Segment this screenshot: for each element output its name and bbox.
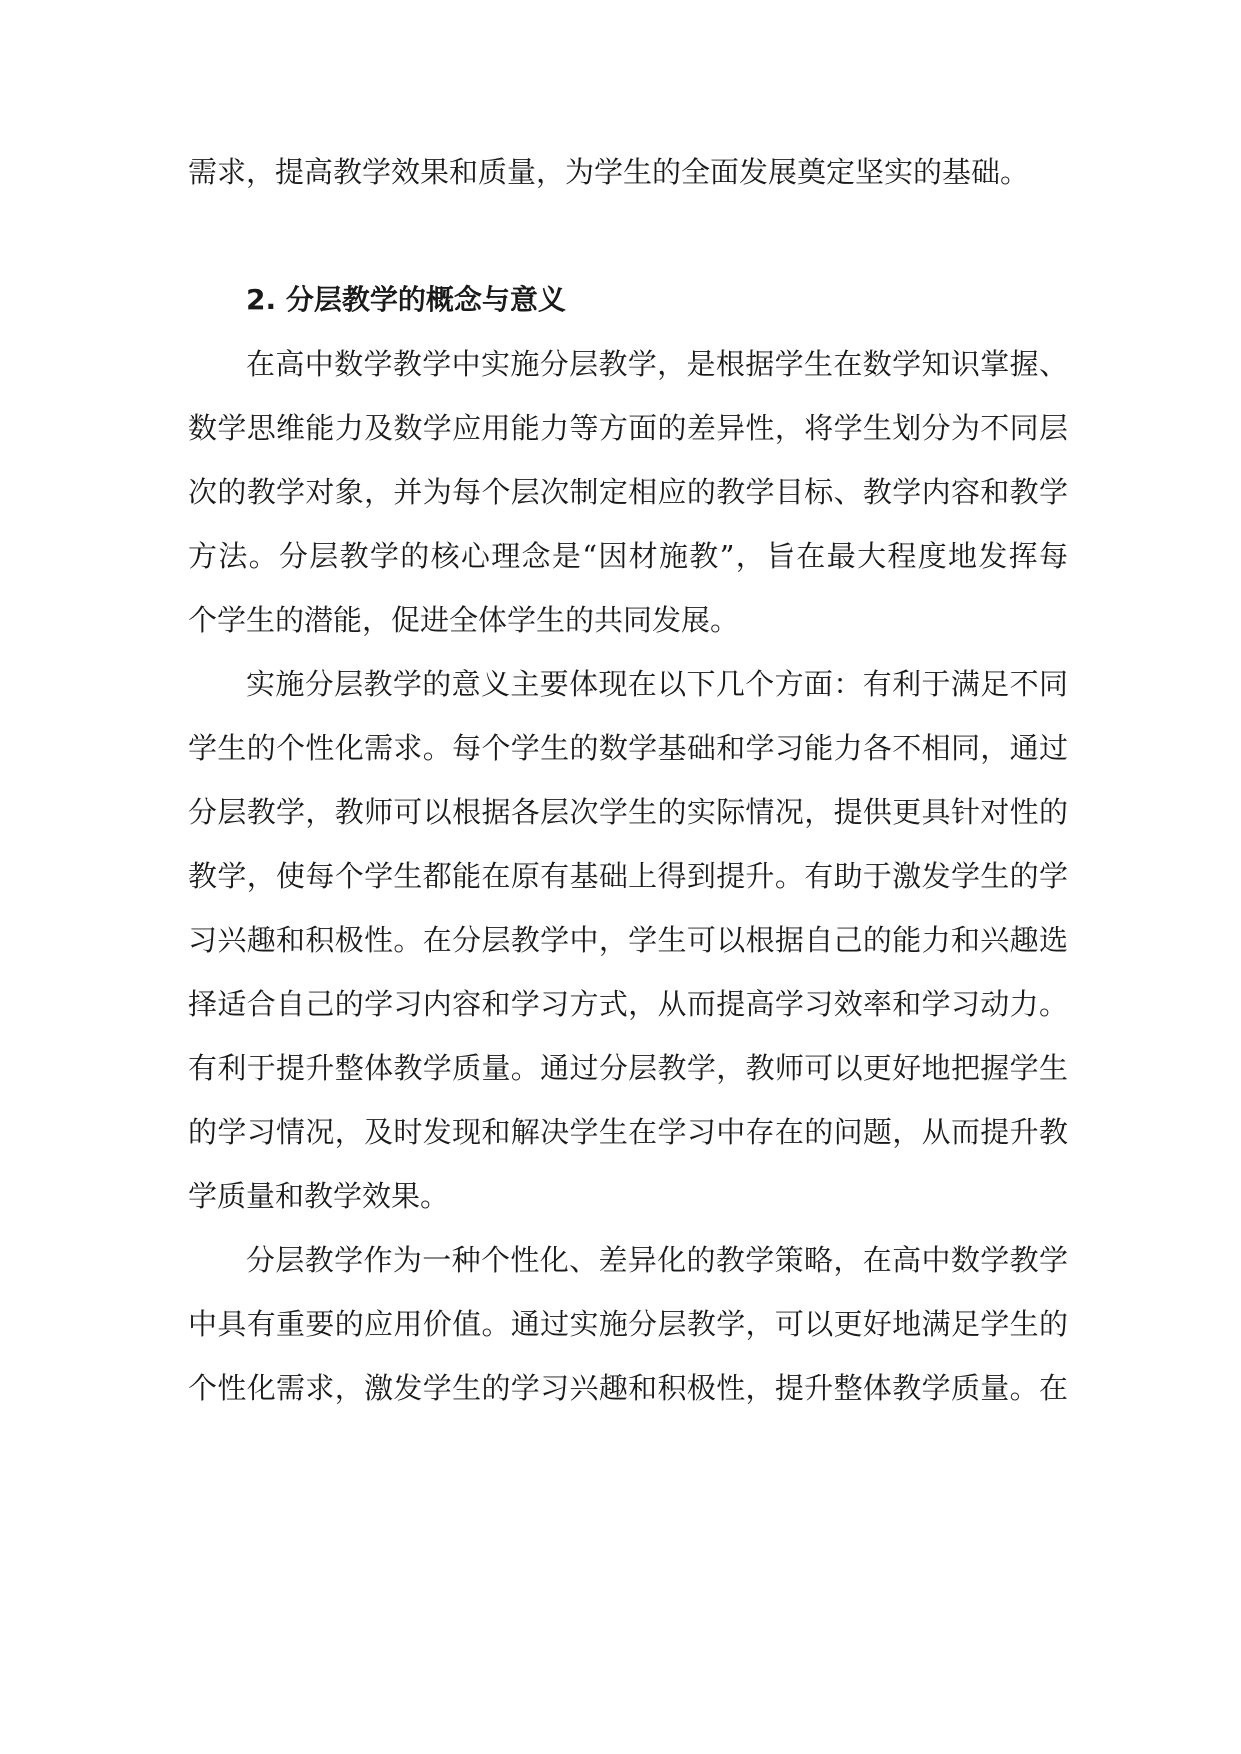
paragraph-line: 学质量和教学效果。 bbox=[188, 1179, 450, 1213]
paragraph-line: 个性化需求，激发学生的学习兴趣和积极性，提升整体教学质量。在 bbox=[188, 1371, 1068, 1405]
paragraph-line: 教学，使每个学生都能在原有基础上得到提升。有助于激发学生的学 bbox=[188, 859, 1068, 893]
paragraph-line: 分层教学，教师可以根据各层次学生的实际情况，提供更具针对性的 bbox=[188, 795, 1068, 829]
paragraph-line: 中具有重要的应用价值。通过实施分层教学，可以更好地满足学生的 bbox=[188, 1307, 1068, 1341]
document-body bbox=[188, 140, 1068, 1420]
paragraph-line: 个学生的潜能，促进全体学生的共同发展。 bbox=[188, 603, 740, 637]
paragraph-line: 分层教学作为一种个性化、差异化的教学策略，在高中数学教学 bbox=[246, 1243, 1068, 1277]
paragraph-summary bbox=[188, 1228, 1068, 1420]
paragraph-concept bbox=[188, 332, 1068, 652]
paragraph-line: 实施分层教学的意义主要体现在以下几个方面：有利于满足不同 bbox=[246, 667, 1068, 701]
section-heading: 2. 分层教学的概念与意义 bbox=[246, 283, 566, 316]
paragraph-line: 的学习情况，及时发现和解决学生在学习中存在的问题，从而提升教 bbox=[188, 1115, 1068, 1149]
paragraph-line: 学生的个性化需求。每个学生的数学基础和学习能力各不相同，通过 bbox=[188, 731, 1068, 765]
paragraph-gap bbox=[188, 204, 1068, 268]
paragraph-line: 择适合自己的学习内容和学习方式，从而提高学习效率和学习动力。 bbox=[188, 987, 1068, 1021]
paragraph-significance bbox=[188, 652, 1068, 1228]
paragraph-line: 在高中数学教学中实施分层教学，是根据学生在数学知识掌握、 bbox=[246, 347, 1068, 381]
paragraph-line: 方法。分层教学的核心理念是“因材施教”，旨在最大程度地发挥每 bbox=[188, 539, 1068, 573]
paragraph-line: 数学思维能力及数学应用能力等方面的差异性，将学生划分为不同层 bbox=[188, 411, 1068, 445]
paragraph-line: 有利于提升整体教学质量。通过分层教学，教师可以更好地把握学生 bbox=[188, 1051, 1068, 1085]
paragraph-line: 习兴趣和积极性。在分层教学中，学生可以根据自己的能力和兴趣选 bbox=[188, 923, 1068, 957]
paragraph-line: 次的教学对象，并为每个层次制定相应的教学目标、教学内容和教学 bbox=[188, 475, 1068, 509]
intro-tail-line: 需求，提高教学效果和质量，为学生的全面发展奠定坚实的基础。 bbox=[188, 155, 1030, 189]
